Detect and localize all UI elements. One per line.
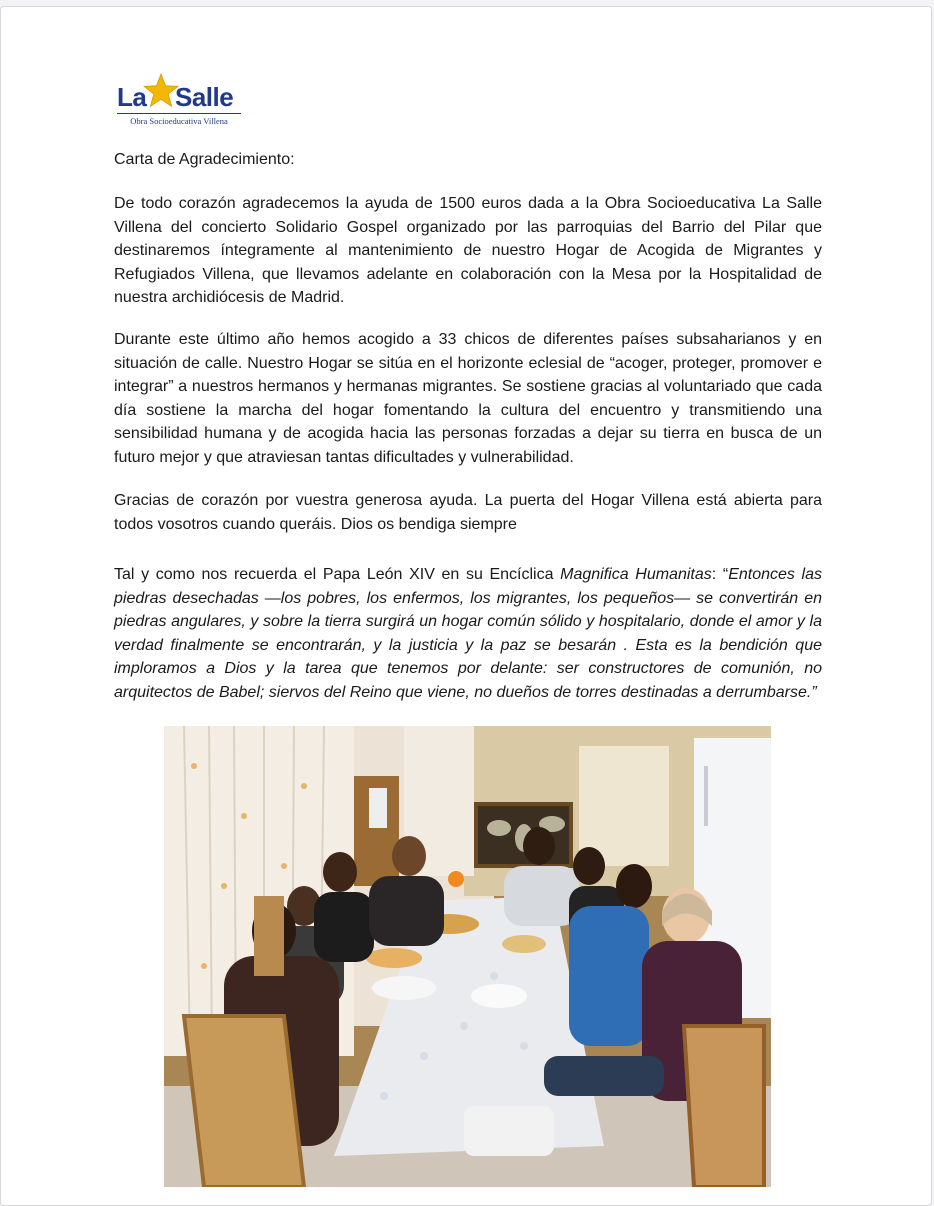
logo-name-right: Salle bbox=[175, 82, 234, 112]
logo-divider bbox=[117, 113, 241, 114]
quote-colon: : bbox=[711, 566, 717, 583]
paragraph-home: Durante este último año hemos acogido a 33 chicos de diferentes países subsaharianos y en situación de calle. Nuestro Hogar se sitúa en el horizonte eclesial de “acoger, proteger, promover e integrar” a nuestros hermanos y hermanas migrantes. Se sostiene gracias al voluntariado que cada día sostiene la marcha del hogar fomentando la cultura del encuentro y transmitiendo una sensibilidad humana y de acogida hacia las personas forzadas a dejar su tierra en busca de un futuro mejor y que atraviesan tantas dificultades y vulnerabilidad. bbox=[114, 331, 822, 466]
la-salle-logo bbox=[117, 69, 247, 133]
letter-page bbox=[0, 6, 932, 1206]
paragraph-quote bbox=[114, 563, 822, 705]
encyclical-quote: Entonces las piedras desechadas —los pobres, los enfermos, los migrantes, los pequeños— se convertirán en piedras angulares, y sobre la tierra surgirá un hogar común sólido y hospitalario, donde el amor y la verdad finalmente se encontrarán, y la justicia y la paz se besarán . Esta es la bendición que imploramos a Dios y la tarea que tenemos por delante: ser constructores de comunión, no arquitectos de Babel; siervos del Reino que viene, no dueños de torres destinadas a derrumbarse.” bbox=[114, 566, 823, 701]
letter-heading: Carta de Agradecimiento: bbox=[114, 151, 295, 168]
photo-illustration bbox=[164, 726, 771, 1187]
paragraph-donation: De todo corazón agradecemos la ayuda de 1500 euros dada a la Obra Socioeducativa La Salle Villena del concierto Solidario Gospel organizado por las parroquias del Barrio del Pilar que destinaremos íntegramente al mantenimiento de nuestro Hogar de Acogida de Migrantes y Refugiados Villena, que llevamos adelante en colaboración con la Mesa por la Hospitalidad de nuestra archidiócesis de Madrid. bbox=[114, 195, 822, 307]
encyclical-title: Magnifica Humanitas bbox=[560, 566, 712, 583]
quote-intro: Tal y como nos recuerda el Papa León XIV en su Encíclica bbox=[114, 566, 561, 583]
group-dinner-photo bbox=[164, 726, 771, 1187]
logo-subtitle: Obra Socioeducativa Villena bbox=[130, 116, 228, 126]
quote-open-mark: “ bbox=[722, 566, 729, 583]
paragraph-thanks: Gracias de corazón por vuestra generosa ayuda. La puerta del Hogar Villena está abierta para todos vosotros cuando queráis. Dios os bendiga siempre bbox=[114, 492, 822, 533]
star-icon bbox=[143, 73, 179, 109]
logo-name-left: La bbox=[117, 82, 147, 112]
